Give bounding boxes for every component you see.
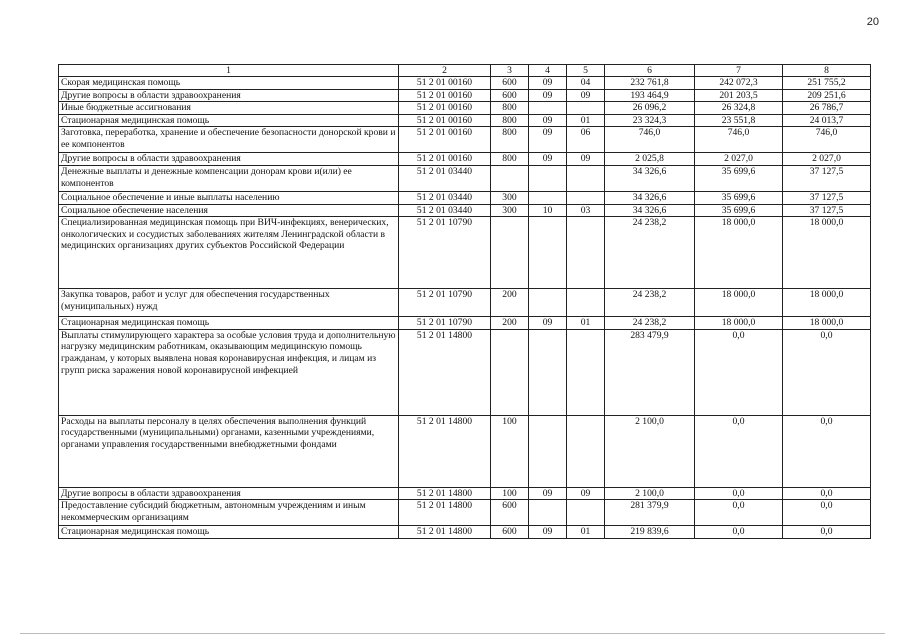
section: 09 xyxy=(529,526,567,539)
section: 09 xyxy=(529,127,567,153)
amount-col-8: 0,0 xyxy=(783,487,871,500)
amount-col-8: 0,0 xyxy=(783,526,871,539)
subsection xyxy=(567,165,605,191)
table-row xyxy=(59,191,871,204)
target-article-code: 51 2 01 14800 xyxy=(399,526,491,539)
amount-col-7: 0,0 xyxy=(695,487,783,500)
amount-col-7: 0,0 xyxy=(695,329,783,415)
row-name: Специализированная медицинская помощь при ВИЧ-инфекциях, венерических, онкологических и сосудистых заболеваниях жителям Ленинградской области в медицинских организациях других субъектов Российской Федерации xyxy=(59,217,399,289)
page-number: 20 xyxy=(866,16,879,28)
target-article-code: 51 2 01 00160 xyxy=(399,153,491,166)
expense-type: 600 xyxy=(491,77,529,90)
section xyxy=(529,415,567,487)
section xyxy=(529,289,567,317)
target-article-code: 51 2 01 10790 xyxy=(399,217,491,289)
table-row xyxy=(59,526,871,539)
expense-type: 600 xyxy=(491,500,529,526)
target-article-code: 51 2 01 03440 xyxy=(399,165,491,191)
amount-col-6: 24 238,2 xyxy=(605,289,695,317)
header-cell: 8 xyxy=(783,65,871,77)
target-article-code: 51 2 01 00160 xyxy=(399,77,491,90)
amount-col-7: 18 000,0 xyxy=(695,289,783,317)
expense-type: 100 xyxy=(491,487,529,500)
target-article-code: 51 2 01 14800 xyxy=(399,487,491,500)
amount-col-7: 0,0 xyxy=(695,526,783,539)
target-article-code: 51 2 01 00160 xyxy=(399,114,491,127)
subsection xyxy=(567,217,605,289)
section: 09 xyxy=(529,114,567,127)
row-name: Социальное обеспечение и иные выплаты населению xyxy=(59,191,399,204)
amount-col-7: 26 324,8 xyxy=(695,102,783,115)
section xyxy=(529,102,567,115)
amount-col-8: 2 027,0 xyxy=(783,153,871,166)
section xyxy=(529,165,567,191)
section xyxy=(529,500,567,526)
expense-type: 800 xyxy=(491,114,529,127)
amount-col-6: 2 100,0 xyxy=(605,487,695,500)
target-article-code: 51 2 01 10790 xyxy=(399,317,491,330)
header-cell: 6 xyxy=(605,65,695,77)
amount-col-7: 242 072,3 xyxy=(695,77,783,90)
subsection: 01 xyxy=(567,114,605,127)
row-name: Денежные выплаты и денежные компенсации донорам крови и(или) ее компонентов xyxy=(59,165,399,191)
expense-type xyxy=(491,217,529,289)
row-name: Расходы на выплаты персоналу в целях обеспечения выполнения функций государственными (муниципальными) органами, казенными учреждениями, органами управления государственными внебюджетными фондами xyxy=(59,415,399,487)
amount-col-8: 209 251,6 xyxy=(783,89,871,102)
expense-type: 800 xyxy=(491,127,529,153)
table-row xyxy=(59,289,871,317)
table-row xyxy=(59,127,871,153)
expense-type: 800 xyxy=(491,102,529,115)
subsection: 01 xyxy=(567,317,605,330)
table-row xyxy=(59,329,871,415)
amount-col-8: 37 127,5 xyxy=(783,204,871,217)
amount-col-6: 232 761,8 xyxy=(605,77,695,90)
subsection xyxy=(567,500,605,526)
table-row xyxy=(59,500,871,526)
amount-col-7: 35 699,6 xyxy=(695,165,783,191)
amount-col-7: 18 000,0 xyxy=(695,317,783,330)
subsection xyxy=(567,102,605,115)
amount-col-6: 2 025,8 xyxy=(605,153,695,166)
target-article-code: 51 2 01 00160 xyxy=(399,127,491,153)
subsection: 09 xyxy=(567,487,605,500)
section xyxy=(529,191,567,204)
amount-col-6: 2 100,0 xyxy=(605,415,695,487)
amount-col-8: 18 000,0 xyxy=(783,217,871,289)
section: 09 xyxy=(529,317,567,330)
table-row xyxy=(59,165,871,191)
amount-col-6: 219 839,6 xyxy=(605,526,695,539)
expense-type: 600 xyxy=(491,89,529,102)
amount-col-8: 18 000,0 xyxy=(783,289,871,317)
section xyxy=(529,329,567,415)
target-article-code: 51 2 01 03440 xyxy=(399,191,491,204)
subsection: 09 xyxy=(567,89,605,102)
expense-type: 300 xyxy=(491,204,529,217)
row-name: Другие вопросы в области здравоохранения xyxy=(59,89,399,102)
subsection: 09 xyxy=(567,153,605,166)
expense-type: 100 xyxy=(491,415,529,487)
amount-col-6: 281 379,9 xyxy=(605,500,695,526)
expense-type xyxy=(491,329,529,415)
amount-col-6: 23 324,3 xyxy=(605,114,695,127)
header-cell: 2 xyxy=(399,65,491,77)
header-row xyxy=(59,65,871,77)
row-name: Стационарная медицинская помощь xyxy=(59,114,399,127)
target-article-code: 51 2 01 14800 xyxy=(399,329,491,415)
subsection: 03 xyxy=(567,204,605,217)
amount-col-8: 0,0 xyxy=(783,329,871,415)
table-row xyxy=(59,114,871,127)
subsection: 06 xyxy=(567,127,605,153)
header-cell: 4 xyxy=(529,65,567,77)
amount-col-7: 201 203,5 xyxy=(695,89,783,102)
target-article-code: 51 2 01 14800 xyxy=(399,415,491,487)
section: 10 xyxy=(529,204,567,217)
amount-col-8: 37 127,5 xyxy=(783,191,871,204)
row-name: Другие вопросы в области здравоохранения xyxy=(59,153,399,166)
amount-col-6: 24 238,2 xyxy=(605,217,695,289)
row-name: Другие вопросы в области здравоохранения xyxy=(59,487,399,500)
amount-col-7: 35 699,6 xyxy=(695,191,783,204)
row-name: Социальное обеспечение населения xyxy=(59,204,399,217)
table-row xyxy=(59,217,871,289)
table-row xyxy=(59,153,871,166)
amount-col-6: 193 464,9 xyxy=(605,89,695,102)
subsection xyxy=(567,329,605,415)
subsection: 04 xyxy=(567,77,605,90)
amount-col-6: 34 326,6 xyxy=(605,204,695,217)
header-cell: 1 xyxy=(59,65,399,77)
amount-col-6: 34 326,6 xyxy=(605,191,695,204)
amount-col-6: 283 479,9 xyxy=(605,329,695,415)
row-name: Скорая медицинская помощь xyxy=(59,77,399,90)
header-cell: 5 xyxy=(567,65,605,77)
row-name: Выплаты стимулирующего характера за особые условия труда и дополнительную нагрузку медицинским работникам, оказывающим медицинскую помощь гражданам, у которых выявлена новая коронавирусная инфекция, и лицам из групп риска заражения новой коронавирусной инфекцией xyxy=(59,329,399,415)
amount-col-8: 26 786,7 xyxy=(783,102,871,115)
row-name: Заготовка, переработка, хранение и обеспечение безопасности донорской крови и ее компонентов xyxy=(59,127,399,153)
section: 09 xyxy=(529,487,567,500)
amount-col-8: 24 013,7 xyxy=(783,114,871,127)
table-row xyxy=(59,415,871,487)
target-article-code: 51 2 01 00160 xyxy=(399,102,491,115)
amount-col-8: 37 127,5 xyxy=(783,165,871,191)
amount-col-8: 0,0 xyxy=(783,415,871,487)
row-name: Стационарная медицинская помощь xyxy=(59,317,399,330)
amount-col-8: 0,0 xyxy=(783,500,871,526)
amount-col-7: 746,0 xyxy=(695,127,783,153)
table-row xyxy=(59,317,871,330)
amount-col-6: 34 326,6 xyxy=(605,165,695,191)
expense-type: 300 xyxy=(491,191,529,204)
amount-col-8: 746,0 xyxy=(783,127,871,153)
table-row xyxy=(59,89,871,102)
subsection xyxy=(567,191,605,204)
header-cell: 3 xyxy=(491,65,529,77)
target-article-code: 51 2 01 03440 xyxy=(399,204,491,217)
expense-type: 200 xyxy=(491,289,529,317)
target-article-code: 51 2 01 10790 xyxy=(399,289,491,317)
amount-col-7: 2 027,0 xyxy=(695,153,783,166)
target-article-code: 51 2 01 14800 xyxy=(399,500,491,526)
amount-col-6: 746,0 xyxy=(605,127,695,153)
amount-col-8: 251 755,2 xyxy=(783,77,871,90)
expense-type xyxy=(491,165,529,191)
budget-table xyxy=(58,64,871,539)
header-cell: 7 xyxy=(695,65,783,77)
amount-col-7: 18 000,0 xyxy=(695,217,783,289)
table-row xyxy=(59,77,871,90)
expense-type: 800 xyxy=(491,153,529,166)
amount-col-7: 35 699,6 xyxy=(695,204,783,217)
row-name: Предоставление субсидий бюджетным, автономным учреждениям и иным некоммерческим организациям xyxy=(59,500,399,526)
row-name: Иные бюджетные ассигнования xyxy=(59,102,399,115)
page-bottom-rule xyxy=(20,633,885,634)
amount-col-7: 0,0 xyxy=(695,415,783,487)
section: 09 xyxy=(529,77,567,90)
subsection: 01 xyxy=(567,526,605,539)
amount-col-6: 26 096,2 xyxy=(605,102,695,115)
table-row xyxy=(59,487,871,500)
row-name: Закупка товаров, работ и услуг для обеспечения государственных (муниципальных) нужд xyxy=(59,289,399,317)
subsection xyxy=(567,289,605,317)
section: 09 xyxy=(529,153,567,166)
amount-col-8: 18 000,0 xyxy=(783,317,871,330)
table-row xyxy=(59,204,871,217)
table-row xyxy=(59,102,871,115)
section xyxy=(529,217,567,289)
amount-col-6: 24 238,2 xyxy=(605,317,695,330)
amount-col-7: 0,0 xyxy=(695,500,783,526)
amount-col-7: 23 551,8 xyxy=(695,114,783,127)
expense-type: 600 xyxy=(491,526,529,539)
section: 09 xyxy=(529,89,567,102)
row-name: Стационарная медицинская помощь xyxy=(59,526,399,539)
target-article-code: 51 2 01 00160 xyxy=(399,89,491,102)
expense-type: 200 xyxy=(491,317,529,330)
subsection xyxy=(567,415,605,487)
